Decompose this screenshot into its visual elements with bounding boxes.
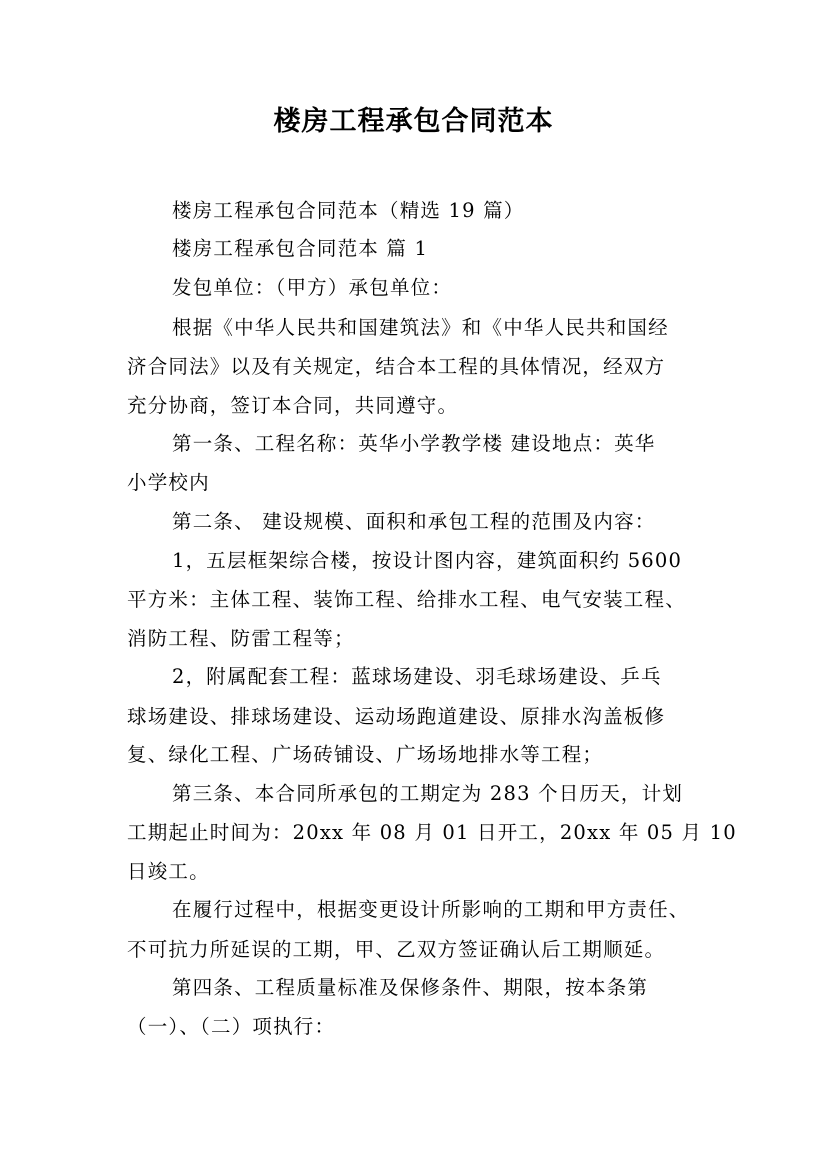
paragraph-line: 第一条、工程名称：英华小学教学楼 建设地点：英华 bbox=[172, 432, 656, 455]
paragraph-line: 第四条、工程质量标准及保修条件、期限，按本条第 bbox=[172, 976, 649, 999]
paragraph-line: 2，附属配套工程：蓝球场建设、羽毛球场建设、乒乓 bbox=[172, 665, 662, 688]
paragraph-line: （一）、（二）项执行： bbox=[127, 1015, 336, 1038]
paragraph-line: 工期起止时间为：20xx 年 08 月 01 日开工，20xx 年 05 月 10 bbox=[127, 821, 737, 844]
paragraph-line: 消防工程、防雷工程等； bbox=[127, 627, 355, 650]
section-heading: 楼房工程承包合同范本 篇 1 bbox=[172, 237, 429, 260]
paragraph-line: 球场建设、排球场建设、运动场跑道建设、原排水沟盖板修 bbox=[127, 705, 666, 728]
paragraph-line: 在履行过程中，根据变更设计所影响的工期和甲方责任、 bbox=[172, 898, 690, 921]
paragraph-line: 充分协商，签订本合同，共同遵守。 bbox=[127, 394, 459, 417]
paragraph-line: 小学校内 bbox=[127, 471, 210, 494]
paragraph-line: 发包单位：（甲方）承包单位： bbox=[172, 276, 453, 299]
paragraph-line: 第三条、本合同所承包的工期定为 283 个日历天，计划 bbox=[172, 782, 684, 805]
paragraph-line: 济合同法》以及有关规定，结合本工程的具体情况，经双方 bbox=[127, 355, 666, 378]
document-subtitle: 楼房工程承包合同范本（精选 19 篇） bbox=[172, 199, 525, 222]
paragraph-line: 日竣工。 bbox=[127, 860, 210, 883]
document-title: 楼房工程承包合同范本 bbox=[273, 106, 554, 137]
paragraph-line: 根据《中华人民共和国建筑法》和《中华人民共和国经 bbox=[172, 316, 669, 339]
paragraph-line: 第二条、 建设规模、面积和承包工程的范围及内容： bbox=[172, 510, 656, 533]
paragraph-line: 复、绿化工程、广场砖铺设、广场场地排水等工程； bbox=[127, 743, 604, 766]
paragraph-line: 平方米：主体工程、装饰工程、给排水工程、电气安装工程、 bbox=[127, 588, 686, 611]
paragraph-line: 1，五层框架综合楼，按设计图内容，建筑面积约 5600 bbox=[172, 549, 683, 572]
paragraph-line: 不可抗力所延误的工期，甲、乙双方签证确认后工期顺延。 bbox=[127, 938, 666, 961]
